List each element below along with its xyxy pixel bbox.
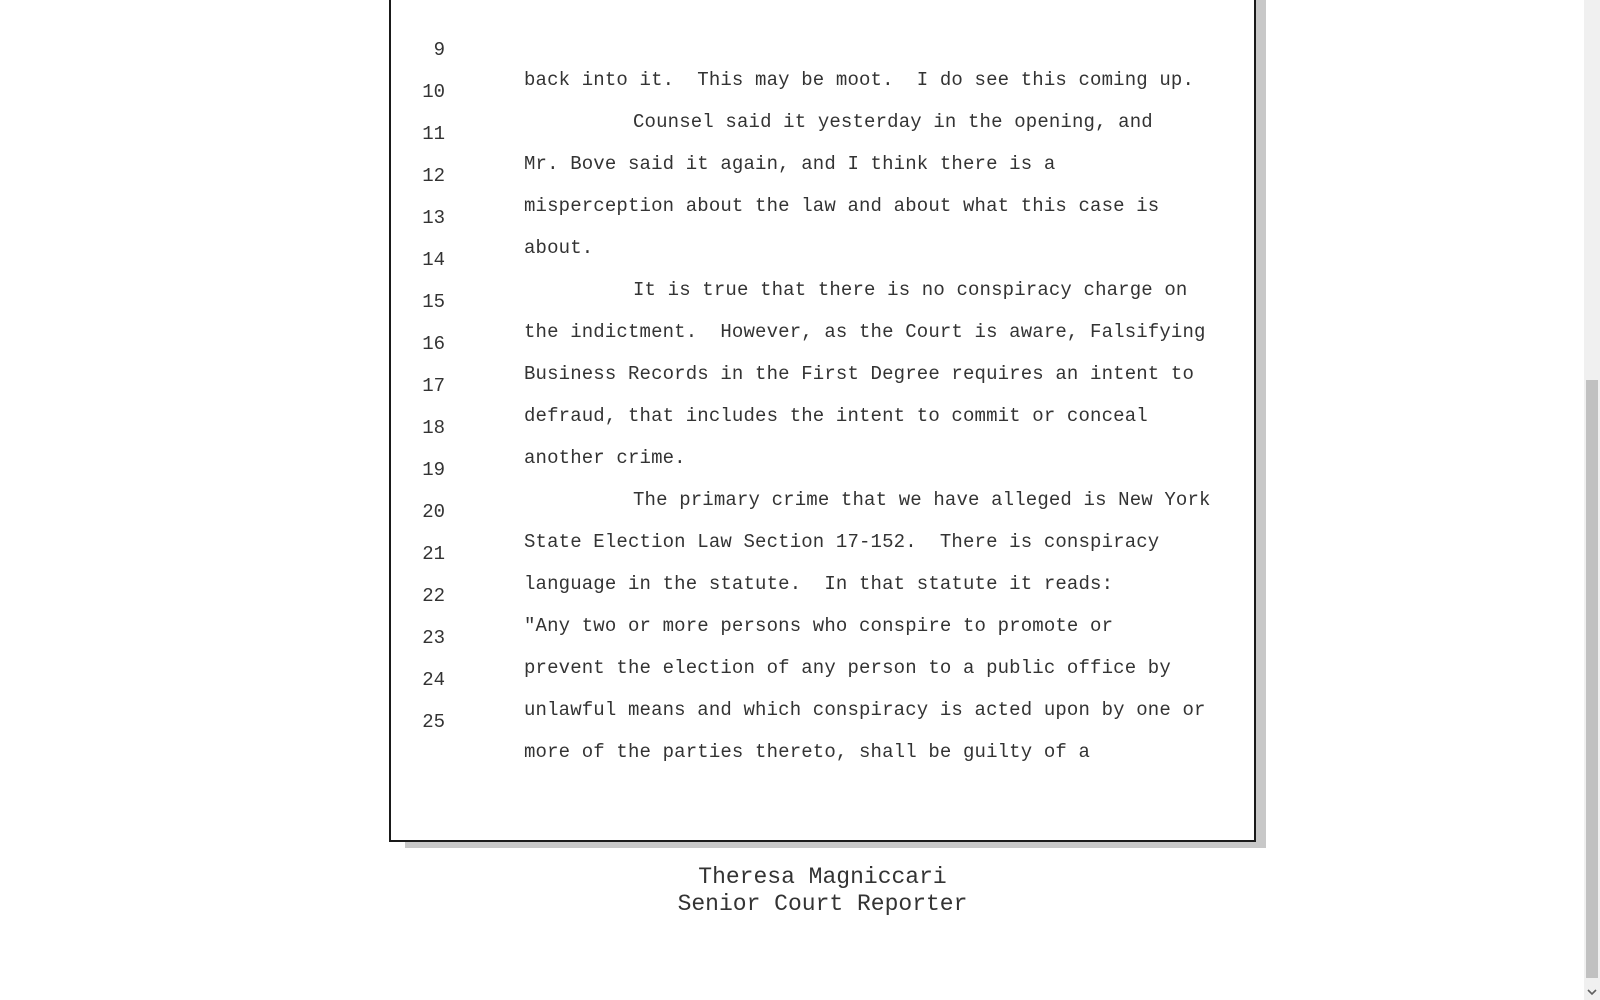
line-text: about.: [524, 237, 594, 259]
line-text: unlawful means and which conspiracy is acted upon by one or: [524, 699, 1206, 721]
line-text: the indictment. However, as the Court is aware, Falsifying: [524, 321, 1206, 343]
line-number: 21: [422, 543, 445, 565]
line-text: "Any two or more persons who conspire to promote or: [524, 615, 1114, 637]
line-text: State Election Law Section 17-152. There is conspiracy: [524, 531, 1160, 553]
line-number: 13: [422, 207, 445, 229]
scrollbar-thumb[interactable]: [1586, 380, 1598, 978]
transcript-line: [391, 5, 1251, 91]
line-text: misperception about the law and about what this case is: [524, 195, 1160, 217]
scroll-down-button[interactable]: [1584, 984, 1600, 1000]
line-number: 12: [422, 165, 445, 187]
line-text: Mr. Bove said it again, and I think there is a: [524, 153, 1056, 175]
vertical-scrollbar[interactable]: [1584, 0, 1600, 1000]
line-text: Business Records in the First Degree requires an intent to: [524, 363, 1195, 385]
line-number: 22: [422, 585, 445, 607]
transcript-page: [389, 0, 1256, 842]
line-text: defraud, that includes the intent to commit or conceal: [524, 405, 1148, 427]
line-number: 9: [433, 39, 445, 61]
line-number: 14: [422, 249, 445, 271]
line-text: back into it. This may be moot. I do see this coming up.: [524, 69, 1195, 91]
line-text: prevent the election of any person to a public office by: [524, 657, 1171, 679]
line-text: The primary crime that we have alleged is New York: [633, 489, 1211, 511]
reporter-title: Senior Court Reporter: [677, 891, 968, 917]
line-text: Counsel said it yesterday in the opening, and: [633, 111, 1153, 133]
line-number: 17: [422, 375, 445, 397]
line-number: 24: [422, 669, 445, 691]
line-text: It is true that there is no conspiracy charge on: [633, 279, 1188, 301]
chevron-down-icon: [1587, 988, 1597, 996]
line-number: 16: [422, 333, 445, 355]
line-number: 20: [422, 501, 445, 523]
line-number: 19: [422, 459, 445, 481]
line-number: 23: [422, 627, 445, 649]
line-number: 25: [422, 711, 445, 733]
line-text: another crime.: [524, 447, 686, 469]
reporter-name: Theresa Magniccari: [698, 864, 947, 890]
line-number: 11: [422, 123, 445, 145]
line-number: 18: [422, 417, 445, 439]
line-text: more of the parties thereto, shall be guilty of a: [524, 741, 1091, 763]
line-text: language in the statute. In that statute it reads:: [524, 573, 1114, 595]
line-number: 10: [422, 81, 445, 103]
line-number: 15: [422, 291, 445, 313]
